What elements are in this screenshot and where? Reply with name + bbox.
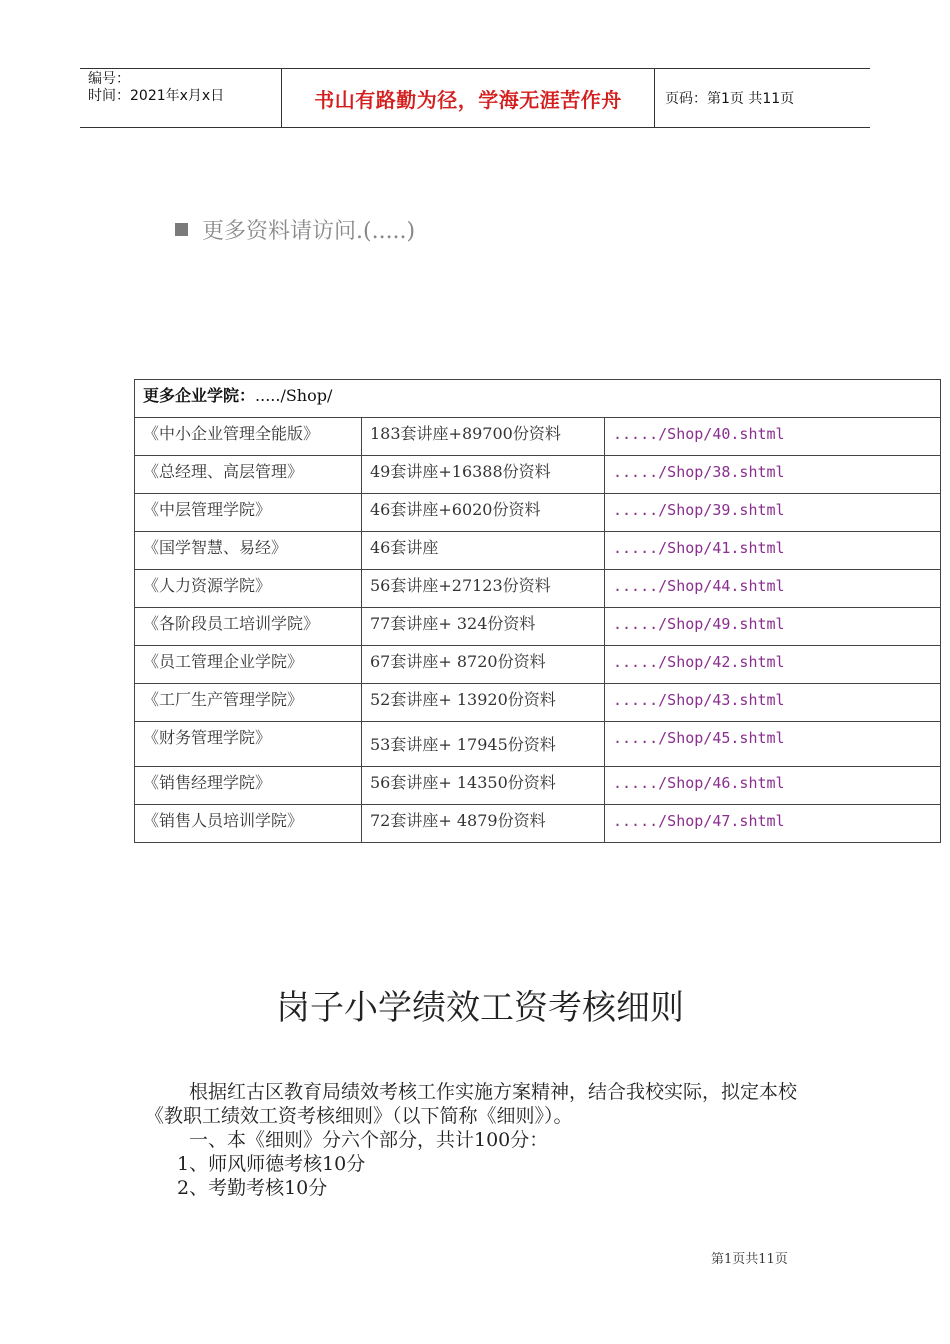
shop-table-heading	[135, 380, 941, 418]
shop-heading-label: 更多企业学院：	[143, 386, 256, 405]
course-name: 《中层管理学院》	[135, 494, 362, 532]
section-heading: 一、本《细则》分六个部分，共计100分：	[189, 1129, 549, 1151]
document-title: 岗子小学绩效工资考核细则	[276, 988, 684, 1028]
document-body	[145, 1080, 815, 1200]
course-link[interactable]: ...../Shop/39.shtml	[605, 494, 941, 532]
course-description: 52套讲座+ 13920份资料	[362, 684, 605, 722]
course-description: 67套讲座+ 8720份资料	[362, 646, 605, 684]
page-footer: 第1页共11页	[711, 1252, 788, 1267]
course-description: 56套讲座+ 14350份资料	[362, 767, 605, 805]
course-description: 46套讲座+6020份资料	[362, 494, 605, 532]
course-name: 《国学智慧、易经》	[135, 532, 362, 570]
table-row	[135, 767, 941, 805]
table-row	[135, 570, 941, 608]
shop-table	[134, 379, 941, 843]
header-meta	[80, 69, 282, 127]
square-bullet-icon	[175, 223, 188, 236]
course-description: 53套讲座+ 17945份资料	[362, 722, 605, 767]
list-item: 1、师风师德考核10分	[177, 1153, 366, 1175]
course-name: 《员工管理企业学院》	[135, 646, 362, 684]
course-link[interactable]: ...../Shop/42.shtml	[605, 646, 941, 684]
notice-text: 更多资料请访问.(.....)	[202, 219, 416, 244]
course-link[interactable]: ...../Shop/43.shtml	[605, 684, 941, 722]
shop-table-heading-row	[135, 380, 941, 418]
table-row	[135, 494, 941, 532]
table-row	[135, 722, 941, 767]
course-name: 《财务管理学院》	[135, 722, 362, 767]
course-link[interactable]: ...../Shop/41.shtml	[605, 532, 941, 570]
course-name: 《总经理、高层管理》	[135, 456, 362, 494]
course-name: 《各阶段员工培训学院》	[135, 608, 362, 646]
course-description: 56套讲座+27123份资料	[362, 570, 605, 608]
course-description: 46套讲座	[362, 532, 605, 570]
table-row	[135, 608, 941, 646]
page-header	[80, 68, 870, 128]
table-row	[135, 532, 941, 570]
course-description: 49套讲座+16388份资料	[362, 456, 605, 494]
course-description: 183套讲座+89700份资料	[362, 418, 605, 456]
table-row	[135, 646, 941, 684]
intro-paragraph: 根据红古区教育局绩效考核工作实施方案精神，结合我校实际，拟定本校《教职工绩效工资考核细则》（以下简称《细则》）。	[145, 1081, 798, 1127]
course-name: 《销售经理学院》	[135, 767, 362, 805]
course-link[interactable]: ...../Shop/45.shtml	[605, 722, 941, 767]
table-row	[135, 418, 941, 456]
course-link[interactable]: ...../Shop/46.shtml	[605, 767, 941, 805]
course-link[interactable]: ...../Shop/44.shtml	[605, 570, 941, 608]
time-label: 时间：2021年x月x日	[88, 88, 225, 104]
course-name: 《工厂生产管理学院》	[135, 684, 362, 722]
course-description: 77套讲座+ 324份资料	[362, 608, 605, 646]
table-row	[135, 805, 941, 843]
visit-notice	[175, 214, 415, 245]
course-description: 72套讲座+ 4879份资料	[362, 805, 605, 843]
code-label: 编号：	[88, 71, 130, 87]
header-page-info: 页码：第1页 共11页	[665, 91, 795, 107]
header-motto: 书山有路勤为径，学海无涯苦作舟	[282, 69, 655, 127]
course-name: 《销售人员培训学院》	[135, 805, 362, 843]
course-link[interactable]: ...../Shop/47.shtml	[605, 805, 941, 843]
table-row	[135, 684, 941, 722]
course-name: 《人力资源学院》	[135, 570, 362, 608]
table-row	[135, 456, 941, 494]
course-link[interactable]: ...../Shop/38.shtml	[605, 456, 941, 494]
list-item: 2、考勤考核10分	[177, 1177, 328, 1199]
course-name: 《中小企业管理全能版》	[135, 418, 362, 456]
course-link[interactable]: ...../Shop/49.shtml	[605, 608, 941, 646]
course-link[interactable]: ...../Shop/40.shtml	[605, 418, 941, 456]
shop-heading-link[interactable]: ...../Shop/	[255, 386, 333, 405]
